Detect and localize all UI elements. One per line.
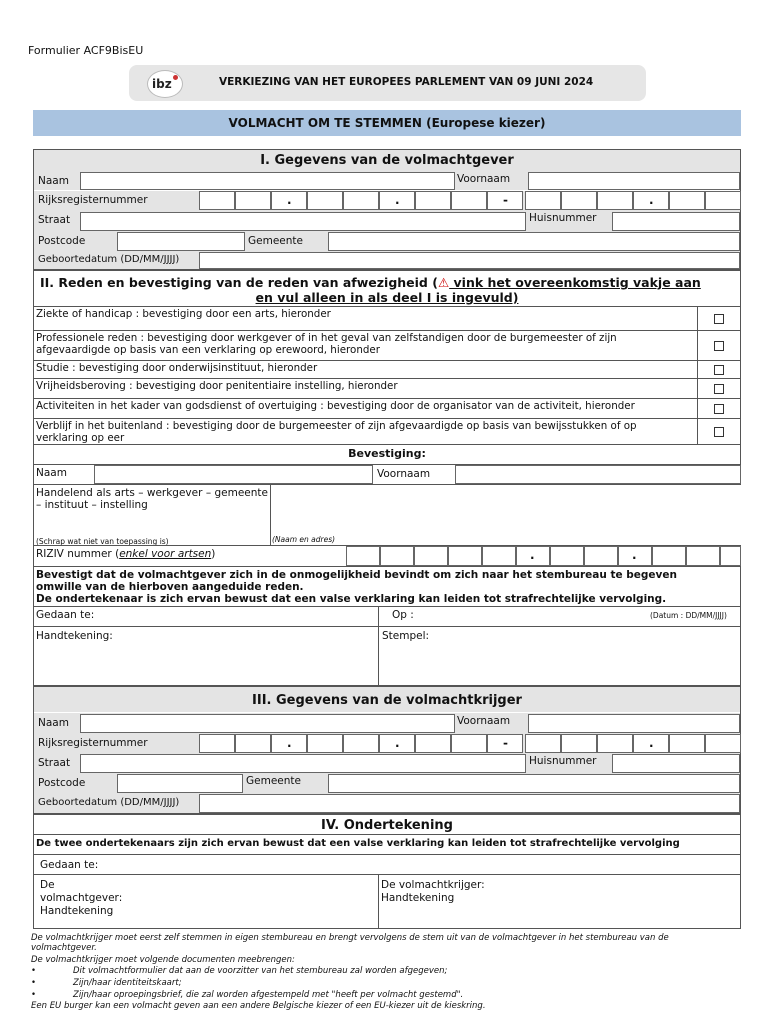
subtitle-bar — [33, 110, 741, 136]
naam-input[interactable] — [80, 172, 455, 190]
k-straat-label: Straat — [38, 757, 71, 769]
naam-label: Naam — [38, 175, 69, 187]
section-1-title: I. Gegevens van de volmachtgever — [260, 153, 514, 168]
section-4-title: IV. Ondertekening — [321, 818, 453, 833]
k-huisnummer-input[interactable] — [612, 754, 740, 773]
riziv-digit-cell[interactable] — [720, 546, 741, 566]
riziv-digit-cell[interactable] — [652, 546, 686, 566]
naam-adres-hint: (Naam en adres) — [272, 535, 336, 544]
geboortedatum-input[interactable] — [199, 252, 740, 269]
gemeente-input[interactable] — [328, 232, 740, 251]
postcode-label: Postcode — [38, 235, 86, 247]
naam-adres-input[interactable] — [271, 485, 741, 545]
rr-separator: - — [503, 193, 508, 207]
rr-digit-cell[interactable] — [451, 734, 487, 753]
warning-icon: ⚠ — [437, 275, 450, 290]
rr-digit-cell[interactable] — [235, 734, 271, 753]
rr-separator: . — [649, 193, 654, 207]
geboortedatum-label: Geboortedatum (DD/MM/JJJJ) — [38, 254, 180, 265]
riziv-digit-cell[interactable] — [686, 546, 720, 566]
rr-digit-cell[interactable] — [451, 191, 487, 210]
bev-voornaam-label: Voornaam — [377, 468, 431, 480]
rr-digit-cell[interactable] — [597, 734, 633, 753]
rr-digit-cell[interactable] — [199, 734, 235, 753]
bev-naam-input[interactable] — [94, 465, 373, 484]
reason-text: Professionele reden : bevestiging door werkgever of in het geval van zelfstandigen door de burgemeester of zijn afgevaardigde op basis van een verklaring op erewoord, hieronder — [36, 332, 617, 356]
rr-digit-cell[interactable] — [235, 191, 271, 210]
riziv-digit-cell[interactable] — [618, 546, 652, 566]
riziv-digit-cell[interactable] — [516, 546, 550, 566]
voornaam-input[interactable] — [528, 172, 740, 190]
footer-line-2: volmachtgever. — [31, 943, 97, 953]
voornaam-label: Voornaam — [457, 173, 511, 185]
reason-checkbox[interactable] — [714, 384, 724, 394]
rr-digit-cell[interactable] — [415, 734, 451, 753]
reason-text: Verblijf in het buitenland : bevestiging door de burgemeester of zijn afgevaardigde op basis van bewijsstukken of op verklaring op eer — [36, 420, 637, 444]
rr-digit-cell[interactable] — [669, 734, 705, 753]
k-gemeente-input[interactable] — [328, 774, 740, 793]
rr-digit-cell[interactable] — [597, 191, 633, 210]
rr-digit-cell[interactable] — [379, 734, 415, 753]
rr-digit-cell[interactable] — [199, 191, 235, 210]
reason-text: Vrijheidsberoving : bevestiging door penitentiaire instelling, hieronder — [36, 380, 398, 392]
rr-digit-cell[interactable] — [669, 191, 705, 210]
rr-digit-cell[interactable] — [343, 191, 379, 210]
k-huisnummer-label: Huisnummer — [529, 755, 597, 767]
section-2-title: II. Reden en bevestiging van de reden van afwezigheid (⚠ vink het overeenkomstig vakje aan — [40, 275, 701, 290]
reason-checkbox[interactable] — [714, 314, 724, 324]
banner — [129, 65, 646, 101]
k-geboortedatum-input[interactable] — [199, 794, 740, 813]
riziv-separator: . — [632, 548, 637, 562]
reason-text: Ziekte of handicap : bevestiging door een arts, hieronder — [36, 308, 331, 320]
op-label: Op : — [392, 609, 414, 621]
rr-separator: . — [287, 736, 292, 750]
handtekening-label: Handtekening: — [36, 630, 113, 642]
rr-digit-cell[interactable] — [633, 191, 669, 210]
statement: Bevestigt dat de volmachtgever zich in de onmogelijkheid bevindt om zich naar het stembureau te begeven omwille van de hierboven aangeduide reden. De ondertekenaar is zich ervan bewust dat een valse verklaring kan leiden tot strafrechtelijke vervolging. — [36, 569, 677, 605]
reason-checkbox[interactable] — [714, 404, 724, 414]
reason-text: Activiteiten in het kader van godsdienst of overtuiging : bevestiging door de organisator van de activiteit, hieronder — [36, 400, 635, 412]
rijksregister-label: Rijksregisternummer — [38, 194, 148, 206]
k-naam-label: Naam — [38, 717, 69, 729]
rr-digit-cell[interactable] — [487, 734, 523, 753]
riziv-separator: . — [530, 548, 535, 562]
k-voornaam-input[interactable] — [528, 714, 740, 733]
subtitle: VOLMACHT OM TE STEMMEN (Europese kiezer) — [228, 116, 546, 130]
rr-digit-cell[interactable] — [379, 191, 415, 210]
riziv-digit-cell[interactable] — [448, 546, 482, 566]
k-postcode-label: Postcode — [38, 777, 86, 789]
rr-separator: . — [287, 193, 292, 207]
rr-digit-cell[interactable] — [705, 191, 741, 210]
ibz-logo: ibz — [147, 70, 183, 98]
section-4-warning: De twee ondertekenaars zijn zich ervan bewust dat een valse verklaring kan leiden tot strafrechtelijke vervolging — [36, 838, 680, 849]
rr-digit-cell[interactable] — [525, 191, 561, 210]
rr-digit-cell[interactable] — [633, 734, 669, 753]
k-postcode-input[interactable] — [117, 774, 243, 793]
rr-digit-cell[interactable] — [561, 191, 597, 210]
footer-line-last: Een EU burger kan een volmacht geven aan een andere Belgische kiezer of een EU-kiezer uit de kieskring. — [31, 1001, 486, 1011]
s4-gedaan-te-label: Gedaan te: — [40, 859, 99, 871]
stempel-label: Stempel: — [382, 630, 430, 642]
riziv-digit-cell[interactable] — [482, 546, 516, 566]
bevestiging-heading: Bevestiging: — [348, 447, 426, 460]
k-geboortedatum-label: Geboortedatum (DD/MM/JJJJ) — [38, 797, 180, 808]
postcode-input[interactable] — [117, 232, 245, 251]
bev-naam-label: Naam — [36, 467, 67, 479]
gedaan-te-label: Gedaan te: — [36, 609, 95, 621]
straat-label: Straat — [38, 214, 71, 226]
gemeente-label: Gemeente — [248, 235, 303, 247]
rr-digit-cell[interactable] — [271, 734, 307, 753]
rr-digit-cell[interactable] — [271, 191, 307, 210]
rr-digit-cell[interactable] — [561, 734, 597, 753]
rr-separator: - — [503, 736, 508, 750]
straat-input[interactable] — [80, 212, 526, 231]
riziv-digit-cell[interactable] — [346, 546, 380, 566]
section-3-title: III. Gegevens van de volmachtkrijger — [252, 693, 522, 708]
footer-line-1: De volmachtkrijger moet eerst zelf stemmen in eigen stembureau en brengt vervolgens de stem uit van de volmachtgever in het stembureau van de — [31, 933, 669, 943]
k-voornaam-label: Voornaam — [457, 715, 511, 727]
reason-checkbox[interactable] — [714, 427, 724, 437]
rr-digit-cell[interactable] — [343, 734, 379, 753]
rr-digit-cell[interactable] — [525, 734, 561, 753]
handelend-label: Handelend als arts – werkgever – gemeente – instituut – instelling — [36, 487, 268, 511]
riziv-digit-cell[interactable] — [584, 546, 618, 566]
riziv-label: RIZIV nummer (enkel voor artsen) — [36, 548, 216, 560]
riziv-digit-cell[interactable] — [414, 546, 448, 566]
reason-checkbox[interactable] — [714, 365, 724, 375]
k-gemeente-label: Gemeente — [246, 775, 301, 787]
rr-digit-cell[interactable] — [307, 191, 343, 210]
datum-hint: (Datum : DD/MM/JJJJ) — [650, 611, 727, 620]
k-naam-input[interactable] — [80, 714, 455, 733]
huisnummer-input[interactable] — [612, 212, 740, 231]
rr-digit-cell[interactable] — [487, 191, 523, 210]
banner-title: VERKIEZING VAN HET EUROPEES PARLEMENT VAN 09 JUNI 2024 — [219, 76, 594, 88]
reason-checkbox[interactable] — [714, 341, 724, 351]
rr-separator: . — [649, 736, 654, 750]
form-id: Formulier ACF9BisEU — [28, 44, 144, 57]
section-2-subtitle: en vul alleen in als deel I is ingevuld) — [255, 290, 519, 305]
rr-digit-cell[interactable] — [307, 734, 343, 753]
rr-separator: . — [395, 736, 400, 750]
k-straat-input[interactable] — [80, 754, 526, 773]
reason-text: Studie : bevestiging door onderwijsinstituut, hieronder — [36, 362, 318, 374]
bev-voornaam-input[interactable] — [455, 465, 741, 484]
s4-volmachtgever-label: De volmachtgever: Handtekening — [40, 879, 123, 917]
rr-separator: . — [395, 193, 400, 207]
huisnummer-label: Huisnummer — [529, 212, 597, 224]
footer-line-3: De volmachtkrijger moet volgende documenten meebrengen: — [31, 955, 295, 965]
schrap-hint: (Schrap wat niet van toepassing is) — [36, 537, 169, 546]
rr-digit-cell[interactable] — [415, 191, 451, 210]
k-rijksregister-label: Rijksregisternummer — [38, 737, 148, 749]
s4-volmachtkrijger-label: De volmachtkrijger: Handtekening — [381, 879, 485, 904]
rr-digit-cell[interactable] — [705, 734, 741, 753]
riziv-digit-cell[interactable] — [380, 546, 414, 566]
riziv-digit-cell[interactable] — [550, 546, 584, 566]
